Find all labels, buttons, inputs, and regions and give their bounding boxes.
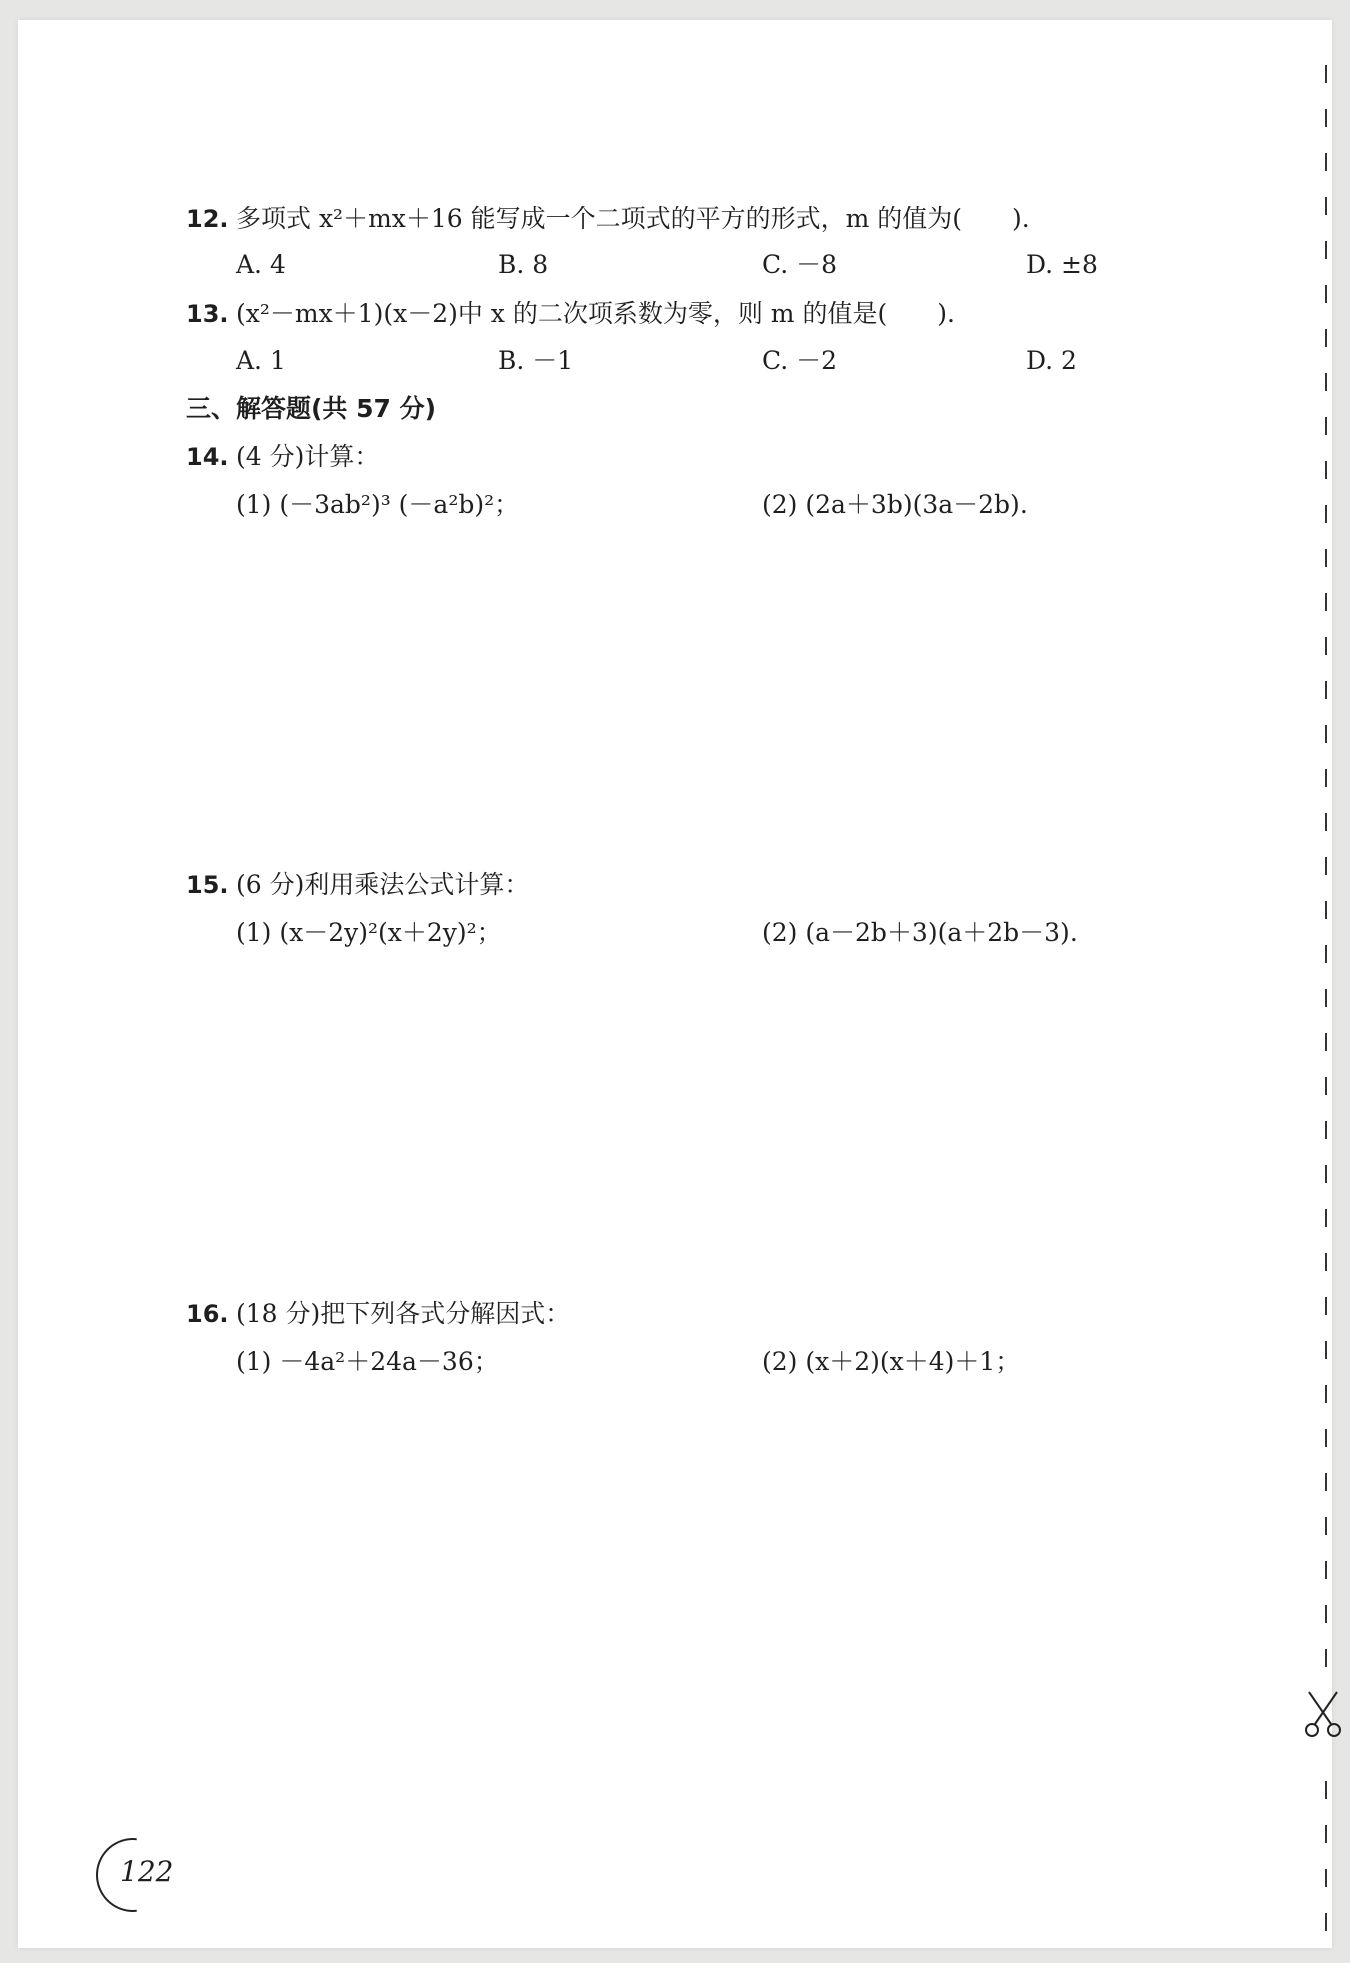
option-d: D. ±8 — [1026, 250, 1098, 279]
option-d: D. 2 — [1026, 346, 1077, 375]
cut-line-dash — [1325, 1605, 1327, 1623]
cut-line-dash — [1325, 329, 1327, 347]
question-text: (6 分)利用乘法公式计算： — [236, 870, 530, 899]
cut-line-dash — [1325, 989, 1327, 1007]
sub-question-2: (2) (a－2b＋3)(a＋2b－3). — [762, 918, 1078, 947]
sub-question-2: (2) (2a＋3b)(3a－2b). — [762, 490, 1028, 519]
cut-line-dash — [1325, 725, 1327, 743]
cut-line-dash — [1325, 1253, 1327, 1271]
cut-line-dash — [1325, 197, 1327, 215]
cut-line-dash — [1325, 945, 1327, 963]
cut-line-dash — [1325, 1649, 1327, 1667]
question-number: 15. — [186, 871, 229, 899]
worksheet-page — [18, 20, 1332, 1948]
cut-line-dash — [1325, 901, 1327, 919]
cut-line-dash — [1325, 1165, 1327, 1183]
question-number: 13. — [186, 300, 229, 328]
cut-line-dash — [1325, 1561, 1327, 1579]
cut-line-dash — [1325, 1473, 1327, 1491]
cut-line-dash — [1325, 637, 1327, 655]
cut-line-dash — [1325, 417, 1327, 435]
cut-line-dash — [1325, 549, 1327, 567]
cut-line-dash — [1325, 1781, 1327, 1799]
question-number: 12. — [186, 205, 229, 233]
cut-line-dash — [1325, 681, 1327, 699]
sub-question-2: (2) (x＋2)(x＋4)＋1； — [762, 1347, 1021, 1376]
option-c: C. －8 — [762, 250, 838, 279]
cut-line-dash — [1325, 373, 1327, 391]
cut-line-dash — [1325, 1825, 1327, 1843]
question-text: (x²－mx＋1)(x－2)中 x 的二次项系数为零，则 m 的值是( ). — [236, 299, 955, 328]
sub-question-1: (1) (－3ab²)³ (－a²b)²； — [236, 490, 520, 519]
page-number-text: 122 — [120, 1855, 174, 1888]
cut-line-dash — [1325, 505, 1327, 523]
cut-line-dash — [1325, 1297, 1327, 1315]
cut-line-dash — [1325, 241, 1327, 259]
question-number: 14. — [186, 443, 229, 471]
option-a: A. 4 — [236, 250, 286, 279]
question-number: 16. — [186, 1300, 229, 1328]
question-text: 多项式 x²＋mx＋16 能写成一个二项式的平方的形式，m 的值为( ). — [236, 204, 1030, 233]
cut-line-dash — [1325, 1429, 1327, 1447]
cut-line-dash — [1325, 65, 1327, 83]
cut-line-dash — [1325, 1869, 1327, 1887]
page-number — [96, 1838, 186, 1908]
sub-question-1: (1) －4a²＋24a－36； — [236, 1347, 499, 1376]
sub-question-1: (1) (x－2y)²(x＋2y)²； — [236, 918, 502, 947]
cut-line-dash — [1325, 1209, 1327, 1227]
cut-line-dash — [1325, 285, 1327, 303]
cut-line-dash — [1325, 857, 1327, 875]
question-text: (4 分)计算： — [236, 442, 380, 471]
cut-line-dash — [1325, 1517, 1327, 1535]
cut-line-dash — [1325, 1913, 1327, 1931]
cut-line-dash — [1325, 1033, 1327, 1051]
question-text: (18 分)把下列各式分解因式： — [236, 1299, 571, 1328]
option-c: C. －2 — [762, 346, 838, 375]
cut-line-dash — [1325, 813, 1327, 831]
scissors-icon — [1301, 1690, 1345, 1740]
cut-line-dash — [1325, 109, 1327, 127]
option-a: A. 1 — [236, 346, 286, 375]
cut-line-dash — [1325, 1341, 1327, 1359]
cut-line-dash — [1325, 1077, 1327, 1095]
cut-line-dash — [1325, 593, 1327, 611]
cut-line-dash — [1325, 1121, 1327, 1139]
cut-line-dash — [1325, 1385, 1327, 1403]
cut-line-dash — [1325, 461, 1327, 479]
section-heading: 三、解答题(共 57 分) — [186, 394, 437, 423]
option-b: B. 8 — [498, 250, 549, 279]
option-b: B. －1 — [498, 346, 574, 375]
cut-line-dash — [1325, 769, 1327, 787]
cut-line-dash — [1325, 153, 1327, 171]
